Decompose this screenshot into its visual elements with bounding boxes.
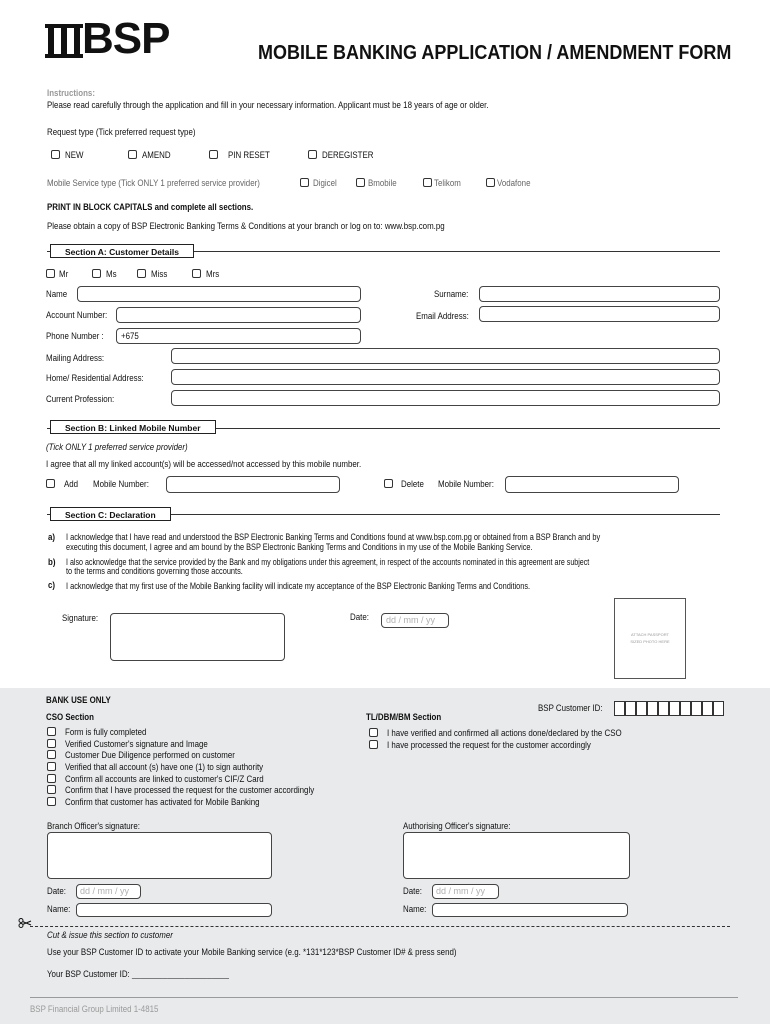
phone-prefix: +675 xyxy=(121,331,139,341)
customer-id-cell[interactable] xyxy=(691,701,702,716)
cut-title: Cut & issue this section to customer xyxy=(47,930,173,940)
cso-checkbox-3[interactable] xyxy=(47,750,56,759)
phone-field[interactable] xyxy=(116,328,361,344)
customer-id-cell[interactable] xyxy=(680,701,691,716)
bsp-logo-mark-icon xyxy=(44,20,84,62)
cso-checkbox-4[interactable] xyxy=(47,762,56,771)
provider-bmobile-label: Bmobile xyxy=(368,178,397,188)
branch-name-field[interactable] xyxy=(76,903,272,917)
provider-vodafone-checkbox[interactable] xyxy=(486,178,495,187)
provider-digicel-label: Digicel xyxy=(313,178,337,188)
date-field[interactable] xyxy=(381,613,449,628)
signature-field[interactable] xyxy=(110,613,285,661)
add-label: Add xyxy=(64,479,79,489)
request-type-label: Request type (Tick preferred request type) xyxy=(47,127,196,137)
email-field[interactable] xyxy=(479,306,720,322)
auth-name-field[interactable] xyxy=(432,903,628,917)
provider-telikom-label: Telikom xyxy=(434,178,461,188)
cso-checkbox-6[interactable] xyxy=(47,785,56,794)
title-miss-label: Miss xyxy=(151,269,168,279)
request-new-checkbox[interactable] xyxy=(51,150,60,159)
footer-text: BSP Financial Group Limited 1-4815 xyxy=(30,1004,159,1014)
provider-telikom-checkbox[interactable] xyxy=(423,178,432,187)
cso-item-6: Confirm that I have processed the request for the customer accordingly xyxy=(65,785,315,795)
phone-label: Phone Number : xyxy=(46,331,104,341)
request-pin-reset-checkbox[interactable] xyxy=(209,150,218,159)
photo-text-2: SIZED PHOTO HERE xyxy=(630,639,670,644)
section-a-title: Section A: Customer Details xyxy=(50,244,194,258)
customer-id-cell[interactable] xyxy=(614,701,625,716)
title-ms-label: Ms xyxy=(106,269,117,279)
request-deregister-checkbox[interactable] xyxy=(308,150,317,159)
cut-line xyxy=(30,926,730,927)
auth-date-field[interactable] xyxy=(432,884,499,899)
title-mr-checkbox[interactable] xyxy=(46,269,55,278)
branch-date-field[interactable] xyxy=(76,884,141,899)
photo-text-1: ATTACH PASSPORT xyxy=(631,632,669,637)
add-mobile-number-field[interactable] xyxy=(166,476,340,493)
declaration-b-letter: b) xyxy=(48,557,56,567)
tl-item-2: I have processed the request for the customer accordingly xyxy=(387,740,591,750)
cso-item-2: Verified Customer's signature and Image xyxy=(65,739,208,749)
cso-item-1: Form is fully completed xyxy=(65,727,147,737)
delete-label: Delete xyxy=(401,479,424,489)
cso-checkbox-2[interactable] xyxy=(47,739,56,748)
cso-section-title: CSO Section xyxy=(46,712,94,722)
declaration-a-line2: executing this document, I agree and am bound by the BSP Electronic Banking Terms and Conditions in my use of the Mobile Banking Service. xyxy=(66,542,533,552)
cso-checkbox-5[interactable] xyxy=(47,774,56,783)
request-pin-reset-label: PIN RESET xyxy=(228,150,270,160)
customer-id-cell[interactable] xyxy=(713,701,724,716)
email-label: Email Address: xyxy=(416,311,469,321)
auth-date-label: Date: xyxy=(403,886,422,896)
customer-id-cell[interactable] xyxy=(702,701,713,716)
name-label: Name xyxy=(46,289,68,299)
provider-bmobile-checkbox[interactable] xyxy=(356,178,365,187)
cso-item-5: Confirm all accounts are linked to customer's CIF/Z Card xyxy=(65,774,264,784)
cut-instruction: Use your BSP Customer ID to activate your Mobile Banking service (e.g. *131*123*BSP Customer ID# & press send) xyxy=(47,947,457,957)
profession-field[interactable] xyxy=(171,390,720,406)
delete-mobile-number-label: Mobile Number: xyxy=(438,479,494,489)
surname-label: Surname: xyxy=(434,289,469,299)
section-b-agree: I agree that all my linked account(s) will be accessed/not accessed by this mobile number. xyxy=(46,459,362,469)
add-mobile-checkbox[interactable] xyxy=(46,479,55,488)
branch-date-placeholder: dd / mm / yy xyxy=(80,886,130,896)
request-new-label: NEW xyxy=(65,150,84,160)
instructions-heading: Instructions: xyxy=(47,88,95,98)
cut-customer-id-line: Your BSP Customer ID: ______________________ xyxy=(47,969,229,979)
customer-id-cell[interactable] xyxy=(625,701,636,716)
declaration-b-line2: to the terms and conditions governing those accounts. xyxy=(66,566,243,576)
tl-item-1: I have verified and confirmed all actions done/declared by the CSO xyxy=(387,728,622,738)
declaration-a-letter: a) xyxy=(48,532,56,542)
request-amend-checkbox[interactable] xyxy=(128,150,137,159)
mailing-address-field[interactable] xyxy=(171,348,720,364)
name-field[interactable] xyxy=(77,286,361,302)
branch-signature-label: Branch Officer's signature: xyxy=(47,821,140,831)
tl-checkbox-2[interactable] xyxy=(369,740,378,749)
surname-field[interactable] xyxy=(479,286,720,302)
home-address-field[interactable] xyxy=(171,369,720,385)
auth-signature-label: Authorising Officer's signature: xyxy=(403,821,511,831)
tl-checkbox-1[interactable] xyxy=(369,728,378,737)
auth-signature-field[interactable] xyxy=(403,832,630,879)
cso-checkbox-1[interactable] xyxy=(47,727,56,736)
form-title: MOBILE BANKING APPLICATION / AMENDMENT FORM xyxy=(258,42,732,64)
title-mr-label: Mr xyxy=(59,269,69,279)
mailing-address-label: Mailing Address: xyxy=(46,353,105,363)
title-ms-checkbox[interactable] xyxy=(92,269,101,278)
passport-photo-box xyxy=(614,598,686,679)
account-number-label: Account Number: xyxy=(46,310,108,320)
cso-item-4: Verified that all account (s) have one (1) to sign authority xyxy=(65,762,264,772)
section-b-title: Section B: Linked Mobile Number xyxy=(50,420,216,434)
footer-rule xyxy=(30,997,738,998)
section-b-note: (Tick ONLY 1 preferred service provider) xyxy=(46,442,188,452)
instructions-text: Please read carefully through the application and fill in your necessary information. Applicant must be 18 years of age or older. xyxy=(47,100,489,110)
auth-date-placeholder: dd / mm / yy xyxy=(436,886,486,896)
customer-id-cell[interactable] xyxy=(658,701,669,716)
cso-checkbox-7[interactable] xyxy=(47,797,56,806)
terms-note: Please obtain a copy of BSP Electronic Banking Terms & Conditions at your branch or log on to: www.bsp.com.pg xyxy=(47,221,445,231)
declaration-a-line1: I acknowledge that I have read and understood the BSP Electronic Banking Terms and Conditions found at www.bsp.com.pg or obtained from a BSP Branch and by xyxy=(66,532,601,542)
service-type-label: Mobile Service type (Tick ONLY 1 preferred service provider) xyxy=(47,178,260,188)
provider-vodafone-label: Vodafone xyxy=(497,178,531,188)
bsp-logo xyxy=(44,14,194,66)
account-number-field[interactable] xyxy=(116,307,361,323)
customer-id-label: BSP Customer ID: xyxy=(538,703,603,713)
section-c-title: Section C: Declaration xyxy=(50,507,171,521)
block-capitals-note: PRINT IN BLOCK CAPITALS and complete all sections. xyxy=(47,202,254,212)
date-label: Date: xyxy=(350,612,369,622)
add-mobile-number-label: Mobile Number: xyxy=(93,479,149,489)
cso-item-3: Customer Due Diligence performed on customer xyxy=(65,750,235,760)
request-deregister-label: DEREGISTER xyxy=(322,150,374,160)
title-mrs-label: Mrs xyxy=(206,269,220,279)
logo-text: BSP xyxy=(82,14,170,63)
declaration-c-line1: I acknowledge that my first use of the Mobile Banking facility will indicate my acceptance of the BSP Electronic Banking Terms and Conditions. xyxy=(66,581,531,591)
declaration-b-line1: I also acknowledge that the service provided by the Bank and my obligations under this agreement, in respect of the accounts nominated in this agreement are subject xyxy=(66,557,590,567)
branch-signature-field[interactable] xyxy=(47,832,272,879)
date-placeholder: dd / mm / yy xyxy=(386,615,436,625)
request-amend-label: AMEND xyxy=(142,150,171,160)
auth-name-label: Name: xyxy=(403,904,427,914)
customer-id-cell[interactable] xyxy=(669,701,680,716)
title-mrs-checkbox[interactable] xyxy=(192,269,201,278)
home-address-label: Home/ Residential Address: xyxy=(46,373,144,383)
declaration-c-letter: c) xyxy=(48,580,56,590)
tl-section-title: TL/DBM/BM Section xyxy=(366,712,442,722)
provider-digicel-checkbox[interactable] xyxy=(300,178,309,187)
branch-date-label: Date: xyxy=(47,886,66,896)
customer-id-cell[interactable] xyxy=(636,701,647,716)
delete-mobile-number-field[interactable] xyxy=(505,476,679,493)
cso-item-7: Confirm that customer has activated for Mobile Banking xyxy=(65,797,260,807)
title-miss-checkbox[interactable] xyxy=(137,269,146,278)
delete-mobile-checkbox[interactable] xyxy=(384,479,393,488)
customer-id-cell[interactable] xyxy=(647,701,658,716)
signature-label: Signature: xyxy=(62,613,99,623)
branch-name-label: Name: xyxy=(47,904,71,914)
bank-use-heading: BANK USE ONLY xyxy=(46,695,111,705)
profession-label: Current Profession: xyxy=(46,394,115,404)
